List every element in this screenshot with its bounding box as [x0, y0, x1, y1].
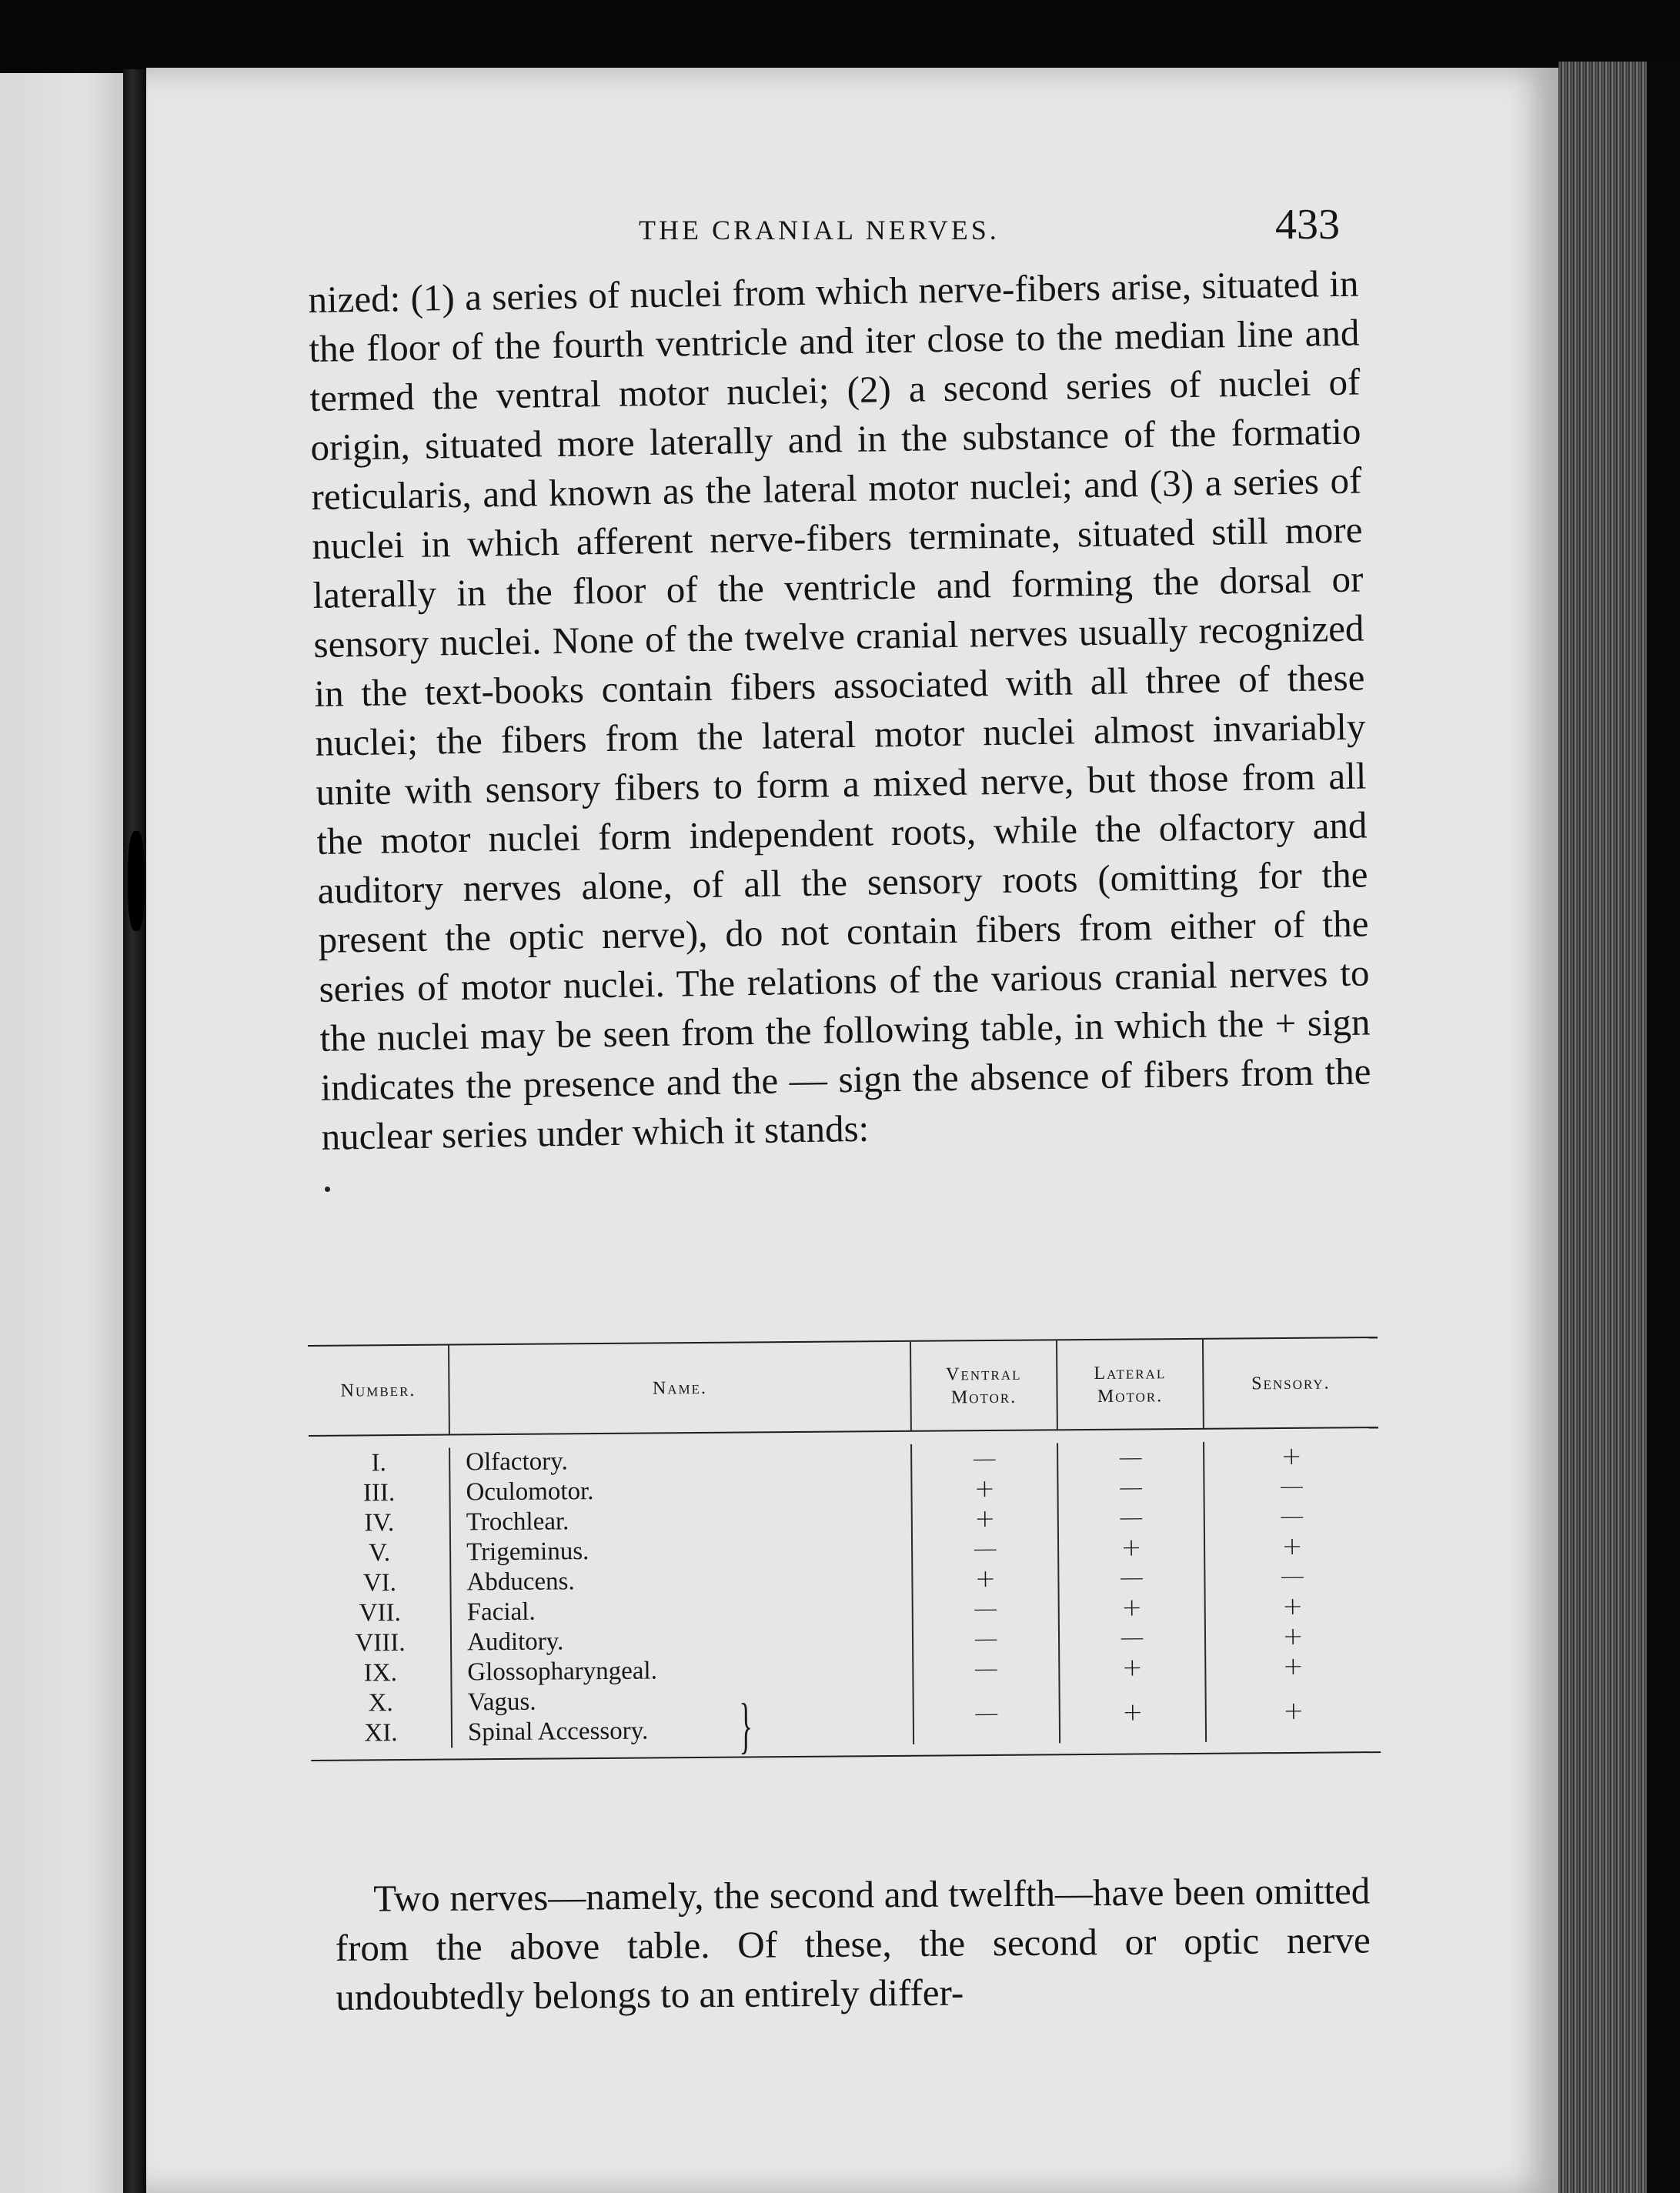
table-cell-name: Trigeminus.: [466, 1537, 590, 1567]
table-cell-sensory: +: [1282, 1591, 1304, 1621]
header-lateral-motor-label: [1094, 1361, 1166, 1408]
cranial-nerve-table: [308, 1337, 1381, 1761]
table-cell-sensory: —: [1280, 1560, 1305, 1591]
sensory-column: [1203, 1440, 1381, 1742]
table-cell-ventral: +: [974, 1563, 996, 1594]
table-cell-number: VIII.: [355, 1629, 406, 1657]
table-cell-name: Olfactory.: [466, 1447, 568, 1477]
table-cell-name: Auditory.: [466, 1627, 564, 1657]
table-cell-number: IV.: [364, 1509, 395, 1537]
table-cell-name: Facial.: [466, 1597, 536, 1627]
vagus-accessory-brace: }: [739, 1692, 753, 1760]
table-cell-number: VII.: [359, 1599, 401, 1627]
table-cell-lateral: —: [1119, 1562, 1144, 1592]
header-ventral-motor-label: [946, 1362, 1022, 1409]
book-gutter: [123, 69, 146, 2193]
header-ventral-word: Ventral: [946, 1364, 1022, 1384]
running-head: [146, 199, 1558, 260]
header-ventral-motor: [910, 1340, 1057, 1430]
header-sensory: [1202, 1338, 1378, 1428]
table-cell-ventral: —: [974, 1653, 999, 1684]
header-name: [448, 1342, 910, 1434]
table-cell-ventral: —: [972, 1533, 998, 1564]
table-cell-sensory: +: [1283, 1695, 1304, 1726]
table-cell-number: I.: [371, 1449, 386, 1477]
table-cell-name: Oculomotor.: [466, 1477, 594, 1507]
table-cell-ventral: —: [974, 1697, 999, 1728]
header-lateral-motor: [1056, 1340, 1203, 1429]
lateral-motor-column: [1057, 1442, 1205, 1743]
table-cell-ventral: +: [974, 1473, 996, 1504]
table-cell-lateral: —: [1118, 1442, 1144, 1472]
header-name-label: Name.: [652, 1377, 708, 1398]
book-page: [146, 68, 1558, 2193]
table-cell-number: V.: [369, 1539, 391, 1567]
ventral-motor-column: [910, 1443, 1059, 1744]
body-paragraph: nized: (1) a series of nuclei from which nerve-fibers arise, situated in the floor of the fourth ventricle and iter close to the median line and termed the ventral motor nuclei; (2) a second series of nuclei of origin, situated more laterally and in the substance of the formatio reticularis, and known as the lateral motor nuclei; and (3) a series of nuclei in which afferent nerve-fibers terminate, situated still more laterally in the floor of the ventricle and forming the dorsal or sensory nuclei. None of the twelve cranial nerves usually recognized in the text-books contain fibers associated with all three of these nuclei; the fibers from the lateral motor nuclei almost invariably unite with sensory fibers to form a mixed nerve, but those from all the motor nuclei form independent roots, while the olfactory and auditory nerves alone, of all the sensory roots (omitting for the present the optic nerve), do not contain fibers from either of the series of motor nuclei. The relations of the various cranial nerves to the nuclei may be seen from the following table, in which the + sign indicates the presence and the — sign the absence of fibers from the nuclear series under which it stands:: [308, 262, 1371, 1158]
table-cell-sensory: +: [1282, 1621, 1304, 1651]
header-number: [308, 1346, 449, 1435]
table-cell-sensory: —: [1279, 1500, 1304, 1531]
table-cell-name: Abducens.: [466, 1567, 575, 1597]
table-cell-number: IX.: [363, 1659, 398, 1687]
name-column: [449, 1444, 913, 1748]
header-lateral-word: Lateral: [1094, 1362, 1167, 1384]
table-cell-name: Spinal Accessory.: [467, 1717, 649, 1747]
page-edges: [1558, 62, 1658, 2193]
header-ventral-motor-word: Motor.: [950, 1387, 1017, 1407]
table-cell-ventral: —: [972, 1443, 997, 1474]
gutter-shadow: [128, 831, 145, 931]
page-edges-shadow: [1647, 62, 1680, 2193]
header-lateral-motor-word: Motor.: [1097, 1385, 1164, 1407]
table-cell-ventral: —: [973, 1623, 999, 1654]
table-cell-number: VI.: [362, 1569, 397, 1597]
table-cell-lateral: +: [1121, 1652, 1143, 1682]
closing-paragraph: Two nerves—namely, the second and twelfth—have been omitted from the above table. Of these, the second or optic nerve undoubtedly belongs to an entirely differ-: [335, 1869, 1371, 2018]
table-cell-lateral: +: [1122, 1697, 1144, 1727]
table-cell-name: Glossopharyngeal.: [467, 1657, 658, 1687]
table-cell-name: Vagus.: [467, 1687, 536, 1717]
scan-speck: [325, 1187, 330, 1192]
facing-page-edge: [0, 73, 123, 2193]
page-number: 433: [1275, 201, 1340, 249]
table-cell-lateral: —: [1118, 1472, 1144, 1502]
table-cell-sensory: +: [1281, 1530, 1303, 1561]
table-cell-lateral: +: [1121, 1592, 1143, 1622]
table-header: [308, 1338, 1378, 1435]
header-number-label: Number.: [340, 1380, 416, 1401]
table-cell-lateral: +: [1121, 1532, 1142, 1562]
table-cell-lateral: —: [1119, 1622, 1145, 1652]
table-cell-ventral: —: [973, 1593, 998, 1624]
table-cell-sensory: +: [1281, 1440, 1302, 1471]
table-cell-number: III.: [362, 1479, 396, 1507]
table-cell-sensory: —: [1279, 1470, 1304, 1501]
table-cell-sensory: +: [1282, 1651, 1304, 1681]
table-body: [309, 1428, 1381, 1760]
table-cell-number: XI.: [364, 1719, 398, 1747]
table-cell-name: Trochlear.: [466, 1507, 569, 1537]
table-cell-number: X.: [368, 1689, 393, 1717]
table-cell-lateral: —: [1118, 1502, 1144, 1532]
table-cell-ventral: +: [974, 1503, 996, 1534]
running-head-title: THE CRANIAL NERVES.: [639, 215, 1000, 245]
header-sensory-label: Sensory.: [1251, 1373, 1331, 1394]
number-column: [309, 1448, 451, 1749]
